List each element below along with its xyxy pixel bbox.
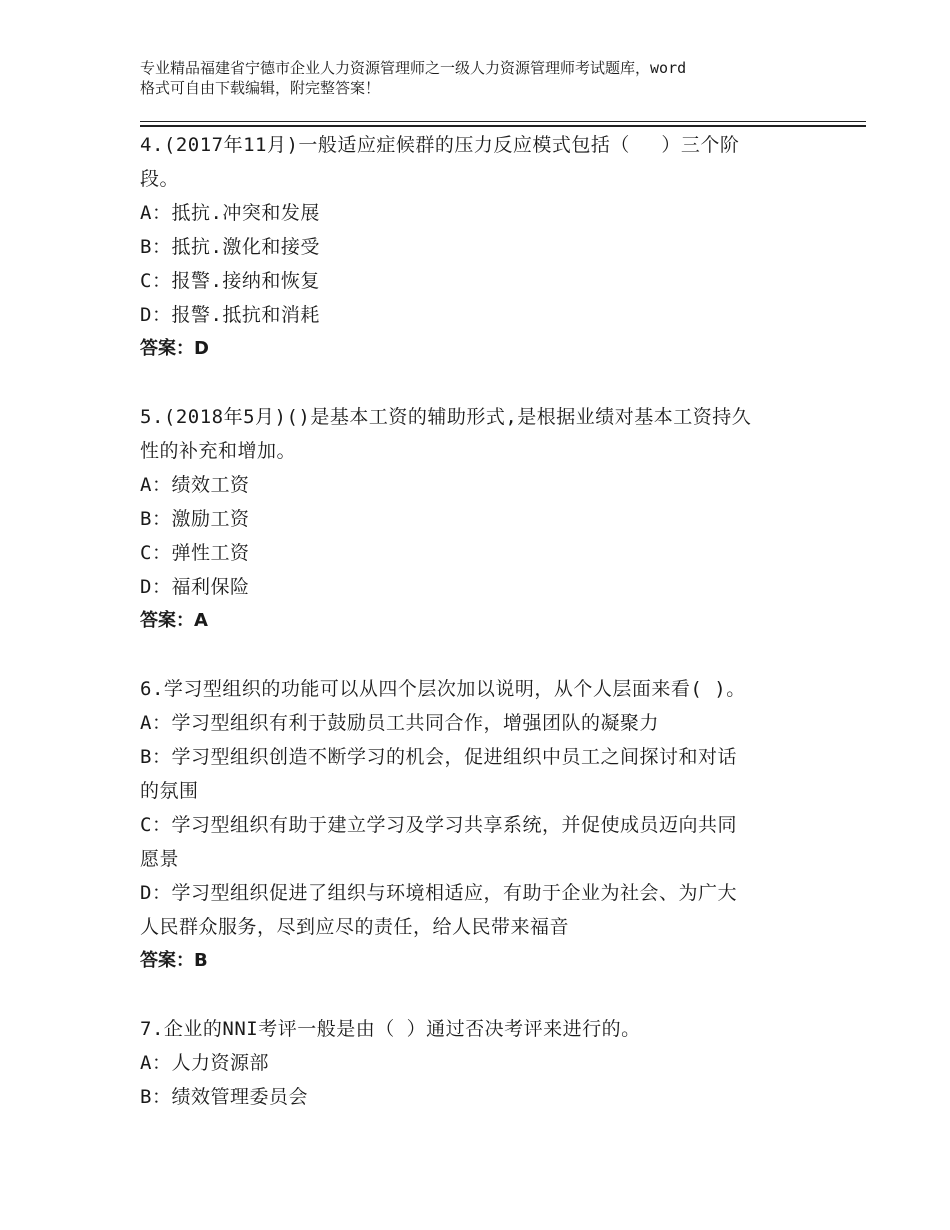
question-4 bbox=[140, 128, 820, 366]
question-5 bbox=[140, 400, 820, 638]
question-stem: 4.(2017年11月)一般适应症候群的压力反应模式包括（ ）三个阶 bbox=[140, 134, 740, 156]
header-line-1: 专业精品福建省宁德市企业人力资源管理师之一级人力资源管理师考试题库，word bbox=[140, 59, 687, 77]
question-stem: 性的补充和增加。 bbox=[140, 440, 297, 462]
option-b: B：绩效管理委员会 bbox=[140, 1086, 308, 1108]
option-d-continued: 人民群众服务，尽到应尽的责任，给人民带来福音 bbox=[140, 916, 570, 938]
spacer bbox=[140, 978, 820, 1012]
option-b: B：学习型组织创造不断学习的机会，促进组织中员工之间探讨和对话 bbox=[140, 746, 737, 768]
answer: 答案：A bbox=[140, 610, 208, 631]
document-header bbox=[140, 58, 840, 98]
option-b-continued: 的氛围 bbox=[140, 780, 199, 802]
question-stem: 段。 bbox=[140, 168, 180, 190]
option-b: B：抵抗.激化和接受 bbox=[140, 236, 320, 258]
question-stem: 6.学习型组织的功能可以从四个层次加以说明，从个人层面来看( )。 bbox=[140, 678, 746, 700]
option-c: C：报警.接纳和恢复 bbox=[140, 270, 320, 292]
option-c: C：弹性工资 bbox=[140, 542, 250, 564]
option-c: C：学习型组织有助于建立学习及学习共享系统，并促使成员迈向共同 bbox=[140, 814, 737, 836]
answer: 答案：D bbox=[140, 338, 209, 359]
header-rule-thick bbox=[140, 125, 866, 127]
question-stem: 7.企业的NNI考评一般是由（ ）通过否决考评来进行的。 bbox=[140, 1018, 641, 1040]
spacer bbox=[140, 366, 820, 400]
option-d: D：报警.抵抗和消耗 bbox=[140, 304, 320, 326]
option-a: A：人力资源部 bbox=[140, 1052, 269, 1074]
option-a: A：绩效工资 bbox=[140, 474, 250, 496]
option-b: B：激励工资 bbox=[140, 508, 250, 530]
question-list bbox=[140, 128, 820, 1114]
question-stem: 5.(2018年5月)()是基本工资的辅助形式,是根据业绩对基本工资持久 bbox=[140, 406, 752, 428]
header-line-2: 格式可自由下载编辑，附完整答案！ bbox=[140, 79, 381, 97]
spacer bbox=[140, 638, 820, 672]
option-d: D：福利保险 bbox=[140, 576, 250, 598]
option-a: A：抵抗.冲突和发展 bbox=[140, 202, 320, 224]
answer: 答案：B bbox=[140, 950, 208, 971]
option-c-continued: 愿景 bbox=[140, 848, 180, 870]
header-rule-thin bbox=[140, 121, 866, 122]
question-6 bbox=[140, 672, 820, 978]
option-a: A：学习型组织有利于鼓励员工共同合作，增强团队的凝聚力 bbox=[140, 712, 659, 734]
question-7 bbox=[140, 1012, 820, 1114]
option-d: D：学习型组织促进了组织与环境相适应，有助于企业为社会、为广大 bbox=[140, 882, 737, 904]
